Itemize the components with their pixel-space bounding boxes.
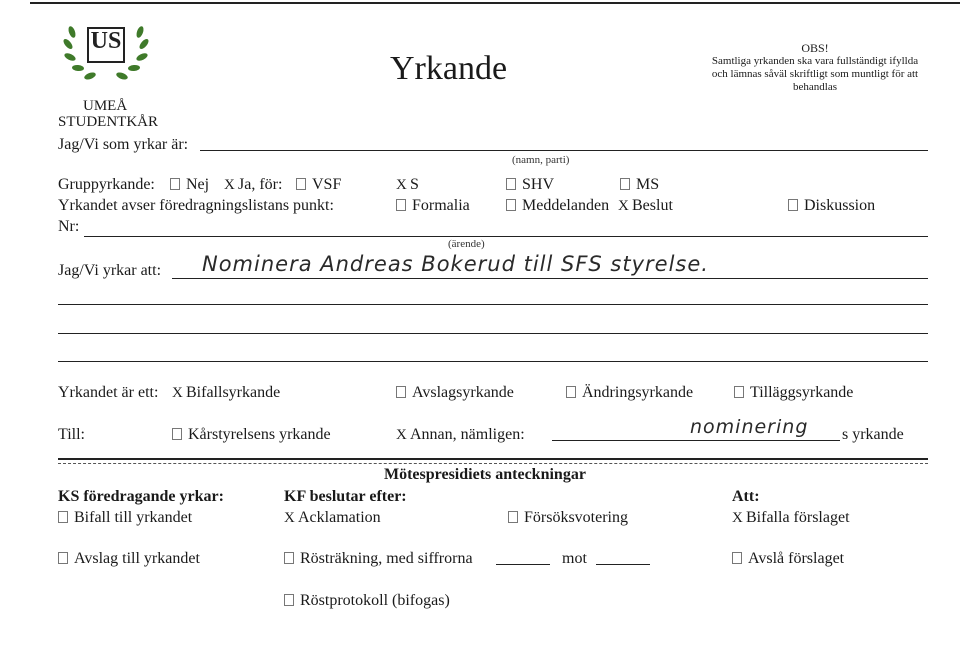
till-ks-option[interactable]: Kårstyrelsens yrkande xyxy=(172,426,331,444)
checkbox-empty-icon[interactable] xyxy=(296,178,306,190)
checkbox-empty-icon[interactable] xyxy=(508,511,518,523)
checkbox-empty-icon[interactable] xyxy=(396,386,406,398)
type-tillagg-option[interactable]: Tilläggsyrkande xyxy=(734,384,853,402)
agenda-nr-line[interactable] xyxy=(84,236,928,237)
obs-line-1: Samtliga yrkanden ska vara fullständigt ifyllda xyxy=(711,55,919,67)
ks-avslag-option[interactable]: Avslag till yrkandet xyxy=(58,550,200,568)
logo-monogram: US xyxy=(90,28,122,54)
org-name-line1: UMEÅ xyxy=(83,98,128,114)
checkbox-empty-icon[interactable] xyxy=(396,199,406,211)
obs-title: OBS! xyxy=(801,41,829,55)
section-divider-dashed xyxy=(58,463,928,464)
motion-line-2[interactable] xyxy=(58,304,928,305)
att-heading: Att: xyxy=(732,488,760,505)
group-label: Gruppyrkande: xyxy=(58,176,155,193)
checkbox-checked-icon[interactable]: X xyxy=(732,510,743,526)
ks-heading: KS föredragande yrkar: xyxy=(58,488,224,505)
checkbox-checked-icon[interactable]: X xyxy=(284,510,295,526)
obs-line-2: och lämnas såväl skriftligt som muntligt för att xyxy=(711,68,919,80)
agenda-nr-label: Nr: xyxy=(58,218,80,235)
checkbox-empty-icon[interactable] xyxy=(788,199,798,211)
notes-heading: Mötespresidiets anteckningar xyxy=(384,466,586,483)
agenda-hint: (ärende) xyxy=(448,238,485,250)
checkbox-empty-icon[interactable] xyxy=(58,511,68,523)
obs-notice xyxy=(690,42,940,94)
checkbox-checked-icon[interactable]: X xyxy=(224,177,235,193)
kf-heading: KF beslutar efter: xyxy=(284,488,407,505)
checkbox-checked-icon[interactable]: X xyxy=(172,385,183,401)
org-name-line2: STUDENTKÅR xyxy=(58,114,158,130)
checkbox-checked-icon[interactable]: X xyxy=(396,177,407,193)
group-shv-option[interactable]: SHV xyxy=(506,176,554,194)
checkbox-empty-icon[interactable] xyxy=(506,178,516,190)
checkbox-checked-icon[interactable]: X xyxy=(396,427,407,443)
checkbox-empty-icon[interactable] xyxy=(284,552,294,564)
till-annan-line[interactable] xyxy=(552,440,840,441)
type-avslag-option[interactable]: Avslagsyrkande xyxy=(396,384,514,402)
checkbox-empty-icon[interactable] xyxy=(620,178,630,190)
checkbox-empty-icon[interactable] xyxy=(506,199,516,211)
kf-acklamation-option[interactable]: X Acklamation xyxy=(284,509,381,526)
proposer-line[interactable] xyxy=(200,150,928,151)
page-title: Yrkande xyxy=(390,50,508,87)
till-handwritten-text: nominering xyxy=(690,416,809,438)
proposer-hint: (namn, parti) xyxy=(512,154,570,166)
type-label: Yrkandet är ett: xyxy=(58,384,159,401)
type-bifall-option[interactable]: X Bifallsyrkande xyxy=(172,384,281,401)
org-logo xyxy=(58,14,154,86)
ks-bifall-option[interactable]: Bifall till yrkandet xyxy=(58,509,192,527)
rostrakning-for-line[interactable] xyxy=(496,564,550,565)
till-suffix: s yrkande xyxy=(842,426,904,443)
kf-rostprotokoll-option[interactable]: Röstprotokoll (bifogas) xyxy=(284,592,450,610)
checkbox-empty-icon[interactable] xyxy=(566,386,576,398)
group-vsf-option[interactable]: VSF xyxy=(296,176,341,194)
motion-label: Jag/Vi yrkar att: xyxy=(58,262,162,279)
checkbox-empty-icon[interactable] xyxy=(732,552,742,564)
group-ja-option[interactable]: X Ja, för: xyxy=(224,176,283,193)
type-andring-option[interactable]: Ändringsyrkande xyxy=(566,384,693,402)
rostrakning-mot-label: mot xyxy=(562,550,587,567)
top-border xyxy=(30,2,960,4)
checkbox-empty-icon[interactable] xyxy=(170,178,180,190)
motion-handwritten-text: Nominera Andreas Bokerud till SFS styrelse. xyxy=(202,252,709,276)
motion-line-1[interactable] xyxy=(172,278,928,279)
group-nej-option[interactable]: Nej xyxy=(170,176,209,194)
group-ms-option[interactable]: MS xyxy=(620,176,659,194)
motion-line-3[interactable] xyxy=(58,333,928,334)
rostrakning-mot-line[interactable] xyxy=(596,564,650,565)
agenda-formalia-option[interactable]: Formalia xyxy=(396,197,470,215)
till-annan-option[interactable]: X Annan, nämligen: xyxy=(396,426,525,443)
section-divider xyxy=(58,458,928,460)
checkbox-empty-icon[interactable] xyxy=(58,552,68,564)
kf-rostrakning-option[interactable]: Rösträkning, med siffrorna xyxy=(284,550,473,568)
obs-line-3: behandlas xyxy=(793,81,837,93)
checkbox-checked-icon[interactable]: X xyxy=(618,198,629,214)
att-avsla-option[interactable]: Avslå förslaget xyxy=(732,550,844,568)
agenda-meddelanden-option[interactable]: Meddelanden xyxy=(506,197,609,215)
proposer-label: Jag/Vi som yrkar är: xyxy=(58,136,189,153)
agenda-label: Yrkandet avser föredragningslistans punkt: xyxy=(58,197,334,214)
att-bifalla-option[interactable]: X Bifalla förslaget xyxy=(732,509,850,526)
group-s-option[interactable]: X S xyxy=(396,176,419,193)
agenda-diskussion-option[interactable]: Diskussion xyxy=(788,197,875,215)
checkbox-empty-icon[interactable] xyxy=(284,594,294,606)
agenda-beslut-option[interactable]: X Beslut xyxy=(618,197,673,214)
motion-line-4[interactable] xyxy=(58,361,928,362)
checkbox-empty-icon[interactable] xyxy=(172,428,182,440)
till-label: Till: xyxy=(58,426,85,443)
kf-forsok-option[interactable]: Försöksvotering xyxy=(508,509,628,527)
checkbox-empty-icon[interactable] xyxy=(734,386,744,398)
